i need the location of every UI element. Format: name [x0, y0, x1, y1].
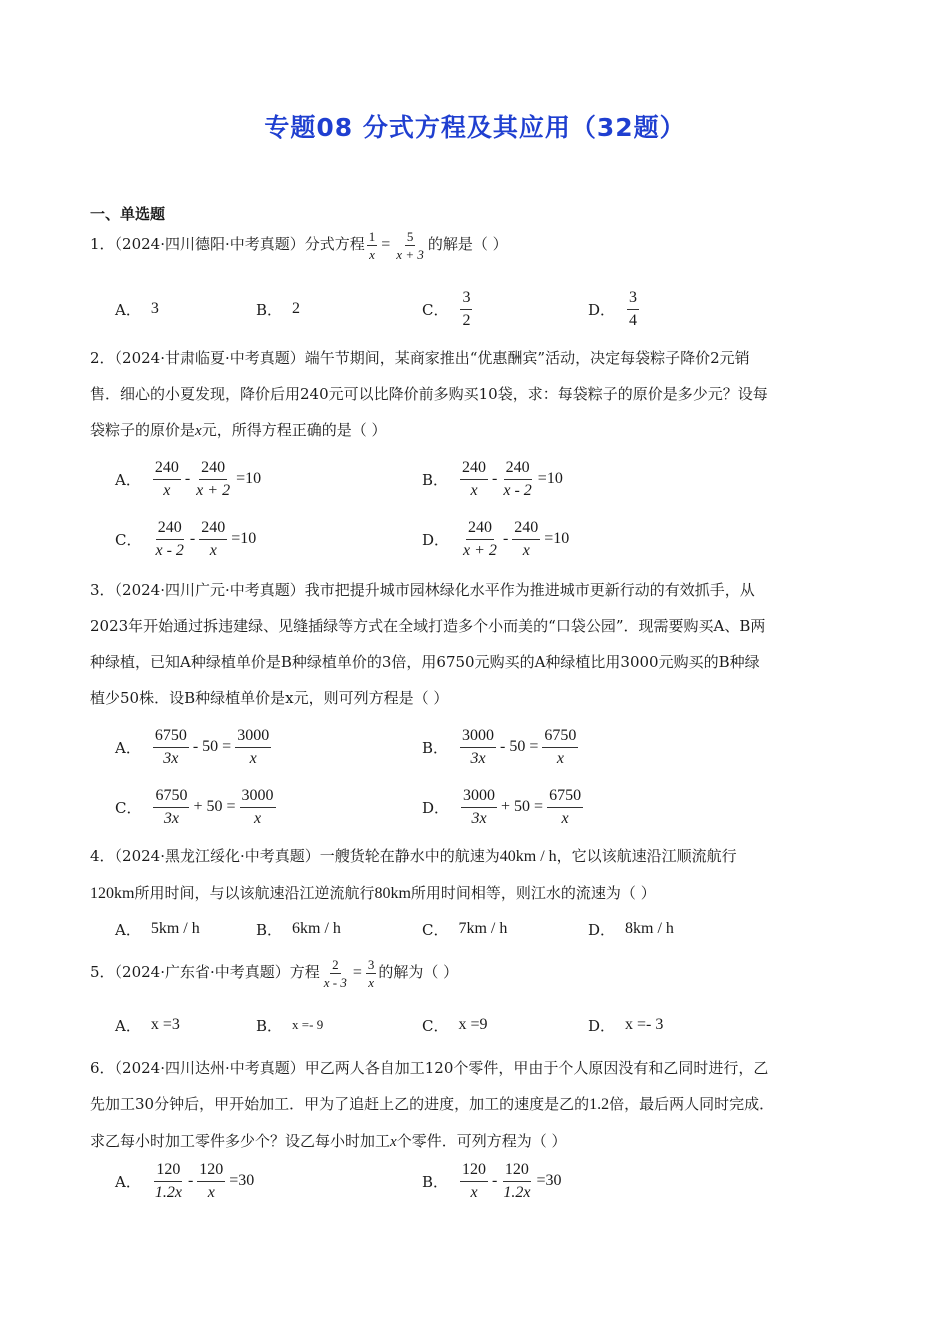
- option-a[interactable]: A． $\frac{120}{1.2x}$ - $\frac{120}{x}$ =30: [115, 1160, 255, 1201]
- option-a[interactable]: A． 3: [115, 300, 159, 319]
- option-a[interactable]: A． $\frac{6750}{3x}$ - 50 = $\frac{3000}{x}$: [115, 726, 270, 767]
- option-d[interactable]: D． 8km / h: [588, 920, 674, 939]
- option-c[interactable]: C． $\frac{3}{2}$: [422, 288, 471, 329]
- fraction: $\frac{2}{x - 3}$: [323, 956, 347, 990]
- question-1: 1．（2024·四川德阳·中考真题）分式方程 $\frac{1}{x}$ = $\frac{5}{x + 3}$ 的解是（ ）: [90, 228, 508, 262]
- option-c[interactable]: C． x =9: [422, 1016, 488, 1035]
- option-c[interactable]: C． $\frac{6750}{3x}$ + 50 = $\frac{3000}{x}$: [115, 786, 274, 827]
- option-b[interactable]: B． $\frac{120}{x}$ - $\frac{120}{1.2x}$ =30: [422, 1160, 562, 1201]
- question-4: 4．（2024·黑龙江绥化·中考真题）一艘货轮在静水中的航速为40km / h，它以该航速沿江顺流航行 120km所用时间，与以该航速沿江逆流航行80km所用时间相等，则江水的流速为（ ）: [90, 847, 737, 902]
- option-d[interactable]: D． $\frac{3000}{3x}$ + 50 = $\frac{6750}{x}$: [422, 786, 582, 827]
- section-heading: 一、单选题: [90, 205, 166, 223]
- option-c[interactable]: C． $\frac{240}{x - 2}$ - $\frac{240}{x}$ =10: [115, 518, 257, 559]
- option-b[interactable]: B． $\frac{3000}{3x}$ - 50 = $\frac{6750}{x}$: [422, 726, 577, 767]
- option-d[interactable]: D． $\frac{3}{4}$: [588, 288, 638, 329]
- option-d[interactable]: D． $\frac{240}{x + 2}$ - $\frac{240}{x}$ =10: [422, 518, 570, 559]
- page-title: 专题08 分式方程及其应用（32题）: [264, 113, 686, 142]
- question-5: 5．（2024·广东省·中考真题）方程 $\frac{2}{x - 3}$ = $\frac{3}{x}$ 的解为（ ）: [90, 956, 459, 990]
- question-number: 1．: [90, 235, 115, 253]
- option-b[interactable]: B． $\frac{240}{x}$ - $\frac{240}{x - 2}$ =10: [422, 458, 563, 499]
- option-b[interactable]: B． 6km / h: [256, 920, 341, 939]
- option-a[interactable]: A． 5km / h: [115, 920, 200, 939]
- question-3: 3．（2024·四川广元·中考真题）我市把提升城市园林绿化水平作为推进城市更新行动的有效抓手，从 2023年开始通过拆违建绿、见缝插绿等方式在全域打造多个小而美的“口袋公园”．现需要购买A、B两 种绿植，已知A种绿植单价是B种绿植单价的3倍，用6750元购买的A种绿植比用3000元购买的B种绿 植少50株．设B种绿植单价是x元，则可列方程是（ ）: [90, 581, 766, 707]
- option-d[interactable]: D． x =- 3: [588, 1016, 664, 1035]
- question-2: 2．（2024·甘肃临夏·中考真题）端午节期间，某商家推出“优惠酬宾”活动，决定每袋粽子降价2元销 售．细心的小夏发现，降价后用240元可以比降价前多购买10袋，求：每袋粽子的原价是多少元？设每 袋粽子的原价是x元，所得方程正确的是（ ）: [90, 349, 768, 439]
- option-a[interactable]: A． $\frac{240}{x}$ - $\frac{240}{x + 2}$ =10: [115, 458, 262, 499]
- fraction: $\frac{3}{2}$: [462, 288, 471, 329]
- option-b[interactable]: B． x =- 9: [256, 1016, 324, 1035]
- option-a[interactable]: A． x =3: [115, 1016, 180, 1035]
- fraction: $\frac{3}{x}$: [367, 956, 375, 990]
- fraction: $\frac{1}{x}$: [368, 228, 376, 262]
- option-c[interactable]: C． 7km / h: [422, 920, 508, 939]
- option-b[interactable]: B． 2: [256, 300, 301, 319]
- fraction: $\frac{3}{4}$: [629, 288, 638, 329]
- fraction: $\frac{5}{x + 3}$: [396, 228, 424, 262]
- question-6: 6．（2024·四川达州·中考真题）甲乙两人各自加工120个零件，甲由于个人原因没有和乙同时进行，乙 先加工30分钟后，甲开始加工．甲为了追赶上乙的进度，加工的速度是乙的1.2倍，最后两人同时完成． 求乙每小时加工零件多少个？设乙每小时加工x个零件．可列方程为（ ）: [90, 1059, 775, 1150]
